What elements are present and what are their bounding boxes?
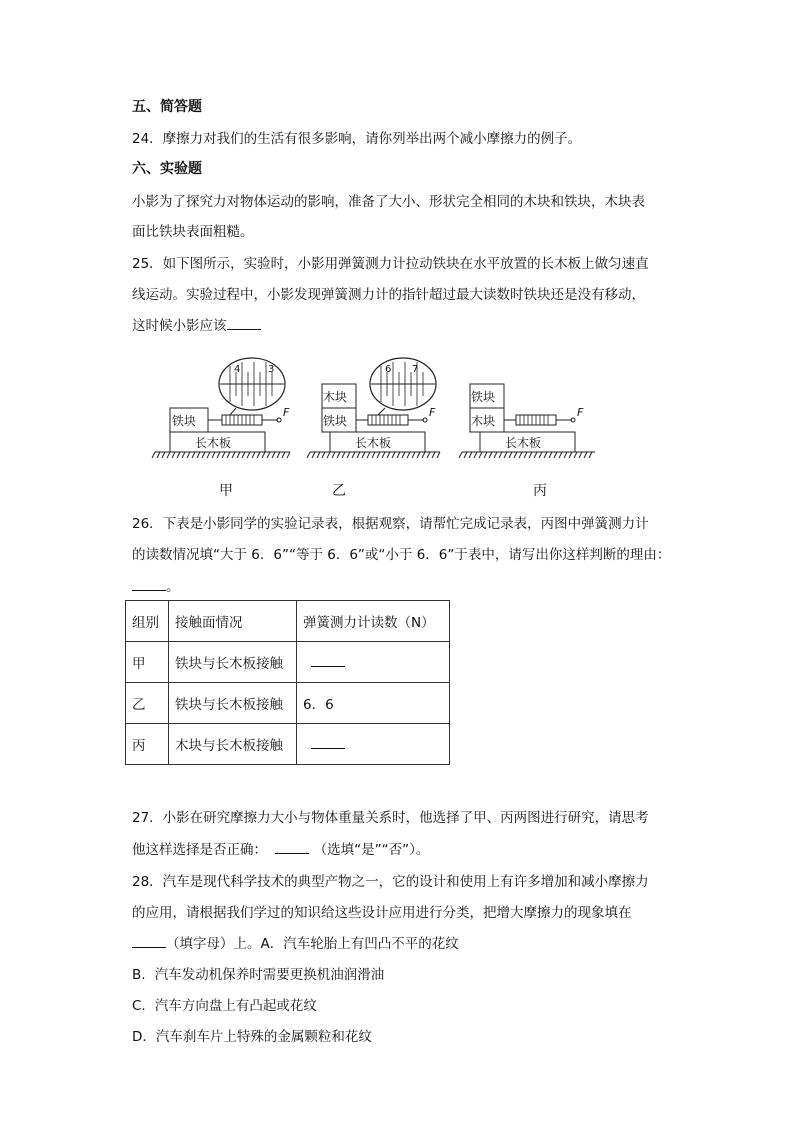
figure-label-bing: 丙 <box>533 483 547 499</box>
question-25-text: 这时候小影应该 <box>132 318 227 334</box>
ground-hatch-mark <box>167 452 170 458</box>
board-label-yi: 长木板 <box>355 436 392 450</box>
question-25-line-1: 25．如下图所示，实验时，小影用弹簧测力计拉动铁块在水平放置的长木板上做匀速直 <box>132 256 649 272</box>
question-27-text-a: 他这样选择是否正确： <box>132 842 267 858</box>
question-25-line-2: 线运动。实验过程中，小影发现弹簧测力计的指针超过最大读数时铁块还是没有移动， <box>132 287 645 303</box>
ground-hatch-mark <box>534 452 537 458</box>
ground-hatch-mark <box>474 452 477 458</box>
ground-hatch-mark <box>367 452 370 458</box>
ground-hatch-mark <box>172 452 175 458</box>
ground-hatch-mark <box>362 452 365 458</box>
dial-number-yi-2: 7 <box>412 364 419 375</box>
ground-hatch-mark <box>312 452 315 458</box>
ground-hatch-mark <box>267 452 270 458</box>
figure-bing <box>470 384 584 452</box>
table-cell: 铁块与长木板接触 <box>169 683 297 724</box>
ground-hatch-mark <box>484 452 487 458</box>
ground-hatch-mark <box>469 452 472 458</box>
ground-hatch-mark <box>529 452 532 458</box>
ground-hatch-mark <box>402 452 405 458</box>
board-label-bing: 长木板 <box>505 436 542 450</box>
ground-hatch-mark <box>432 452 435 458</box>
ground-hatch-mark <box>192 452 195 458</box>
ground-hatch-mark <box>242 452 245 458</box>
ground-hatch-mark <box>417 452 420 458</box>
table-row <box>126 683 450 724</box>
question-24: 24．摩擦力对我们的生活有很多影响，请你列举出两个减小摩擦力的例子。 <box>132 131 582 147</box>
answer-blank-27[interactable] <box>275 841 309 854</box>
ground-hatch-mark <box>227 452 230 458</box>
wood-label-yi: 木块 <box>323 390 348 404</box>
ground-hatch-mark <box>549 452 552 458</box>
ground-hatch-mark <box>307 452 310 458</box>
table-header-cell: 组别 <box>126 601 169 642</box>
option-d: D．汽车刹车片上特殊的金属颗粒和花纹 <box>132 1029 372 1045</box>
ground-hatch-mark <box>459 452 462 458</box>
ground-hatch-mark <box>494 452 497 458</box>
ground-hatch-mark <box>332 452 335 458</box>
ground-hatch-mark <box>382 452 385 458</box>
table-cell-answer[interactable] <box>297 724 450 765</box>
ground-hatch-mark <box>579 452 582 458</box>
intro-line-2: 面比铁块表面粗糙。 <box>132 224 254 240</box>
question-26-line-2: 的读数情况填“大于 6．6”“等于 6．6”或“小于 6．6”于表中，请写出你这样判断的理由： <box>132 547 671 563</box>
ground-hatch-mark <box>519 452 522 458</box>
ground-hatch-mark <box>352 452 355 458</box>
question-28-line-2: 的应用，请根据我们学过的知识给这些设计应用进行分类，把增大摩擦力的现象填在 <box>132 905 632 921</box>
ground-hatch-mark <box>509 452 512 458</box>
ground-hatch-mark <box>182 452 185 458</box>
board-label-jia: 长木板 <box>195 436 232 450</box>
answer-blank-28[interactable] <box>132 935 166 948</box>
figure-label-yi: 乙 <box>332 483 346 499</box>
section-6-title: 六、实验题 <box>132 161 202 177</box>
ground-hatch-mark <box>357 452 360 458</box>
force-label-jia: F <box>283 406 290 419</box>
ground-hatch-mark <box>252 452 255 458</box>
table-header-cell: 弹簧测力计读数（N） <box>297 601 450 642</box>
question-27-text-b: （选填“是”“否”）。 <box>313 842 430 858</box>
dial-number-jia-1: 4 <box>234 364 241 375</box>
table-cell: 铁块与长木板接触 <box>169 642 297 683</box>
figure-yi <box>322 358 436 452</box>
table-row <box>126 642 450 683</box>
ground-hatch-mark <box>222 452 225 458</box>
question-26-line-1: 26．下表是小影同学的实验记录表，根据观察，请帮忙完成记录表，丙图中弹簧测力计 <box>132 516 649 532</box>
ground-hatch-mark <box>177 452 180 458</box>
force-label-bing: F <box>577 406 584 419</box>
figure-jia <box>170 358 290 452</box>
dial-number-jia-2: 3 <box>268 364 275 375</box>
answer-blank-25[interactable] <box>227 317 261 330</box>
ground-hatch-mark <box>287 452 290 458</box>
ground-hatch-mark <box>559 452 562 458</box>
dial-number-yi-1: 6 <box>385 364 392 375</box>
ground-hatch-mark <box>272 452 275 458</box>
ground-hatch-mark <box>187 452 190 458</box>
force-label-yi: F <box>429 406 436 419</box>
wood-label-bing: 木块 <box>471 414 496 428</box>
table-cell: 6．6 <box>297 683 450 724</box>
question-28-text: （填字母）上。A．汽车轮胎上有凹凸不平的花纹 <box>166 936 459 952</box>
ground-hatch-mark <box>207 452 210 458</box>
ground-hatch-mark <box>262 452 265 458</box>
ground-hatch-mark <box>257 452 260 458</box>
ground-hatch-mark <box>554 452 557 458</box>
ground-hatch-mark <box>504 452 507 458</box>
iron-label-bing: 铁块 <box>471 390 496 404</box>
question-26-line-3 <box>132 578 180 596</box>
ground-hatch-mark <box>589 452 592 458</box>
option-b: B．汽车发动机保养时需要更换机油润滑油 <box>132 967 385 983</box>
ground-hatch-mark <box>347 452 350 458</box>
intro-line-1: 小影为了探究力对物体运动的影响，准备了大小、形状完全相同的木块和铁块，木块表 <box>132 194 645 210</box>
section-5-title: 五、简答题 <box>132 99 202 115</box>
ground-hatch-mark <box>212 452 215 458</box>
question-25-line-3 <box>132 317 261 335</box>
answer-blank-jia[interactable] <box>311 654 345 667</box>
ground-hatch-mark <box>397 452 400 458</box>
ground-hatch-mark <box>157 452 160 458</box>
ground-hatch-mark <box>337 452 340 458</box>
ground-hatch-mark <box>327 452 330 458</box>
question-27-line-2 <box>132 841 429 859</box>
ground-hatch-mark <box>524 452 527 458</box>
iron-label-jia: 铁块 <box>172 414 197 428</box>
answer-blank-26-reason[interactable] <box>132 578 166 591</box>
ground-hatch-mark <box>387 452 390 458</box>
table-row <box>126 724 450 765</box>
table-cell-answer[interactable] <box>297 642 450 683</box>
question-28-line-3 <box>132 935 459 953</box>
table-cell: 乙 <box>126 683 169 724</box>
ground-hatch-mark <box>317 452 320 458</box>
ground-hatch-mark <box>479 452 482 458</box>
ground-hatch-mark <box>539 452 542 458</box>
ground-hatch-mark <box>544 452 547 458</box>
ground-hatch-mark <box>422 452 425 458</box>
ground-hatch-mark <box>407 452 410 458</box>
question-26-end: 。 <box>166 579 180 595</box>
table-cell: 木块与长木板接触 <box>169 724 297 765</box>
ground-hatch-mark <box>237 452 240 458</box>
figure-label-jia: 甲 <box>219 483 233 499</box>
ground-hatch-mark <box>584 452 587 458</box>
ground-hatch-mark <box>322 452 325 458</box>
question-28-line-1: 28．汽车是现代科学技术的典型产物之一，它的设计和使用上有许多增加和减小摩擦力 <box>132 874 649 890</box>
table-header-cell: 接触面情况 <box>169 601 297 642</box>
ground-hatch-mark <box>282 452 285 458</box>
ground-hatch-mark <box>499 452 502 458</box>
table-cell: 甲 <box>126 642 169 683</box>
ground-hatch-mark <box>412 452 415 458</box>
table-header-row <box>126 601 450 642</box>
table-cell: 丙 <box>126 724 169 765</box>
ground-hatch-mark <box>514 452 517 458</box>
ground-hatch-mark <box>392 452 395 458</box>
ground-hatch-mark <box>162 452 165 458</box>
ground-hatch-mark <box>232 452 235 458</box>
ground-hatch-mark <box>197 452 200 458</box>
question-27-line-1: 27．小影在研究摩擦力大小与物体重量关系时，他选择了甲、丙两图进行研究，请思考 <box>132 810 649 826</box>
ground-hatch-mark <box>277 452 280 458</box>
ground-hatch-mark <box>427 452 430 458</box>
ground-hatch-mark <box>377 452 380 458</box>
answer-blank-bing[interactable] <box>311 736 345 749</box>
ground-hatch-mark <box>202 452 205 458</box>
iron-label-yi: 铁块 <box>323 414 348 428</box>
ground-hatch-mark <box>569 452 572 458</box>
ground-hatch-mark <box>372 452 375 458</box>
ground-hatch-mark <box>217 452 220 458</box>
ground-hatch-mark <box>437 452 440 458</box>
ground-hatch-mark <box>342 452 345 458</box>
record-table <box>125 600 450 765</box>
ground-hatch-mark <box>152 452 155 458</box>
ground-hatch-mark <box>489 452 492 458</box>
ground-hatch-mark <box>564 452 567 458</box>
ground-hatch-mark <box>464 452 467 458</box>
ground-hatch-mark <box>574 452 577 458</box>
option-c: C．汽车方向盘上有凸起或花纹 <box>132 998 317 1014</box>
ground-hatch-mark <box>247 452 250 458</box>
